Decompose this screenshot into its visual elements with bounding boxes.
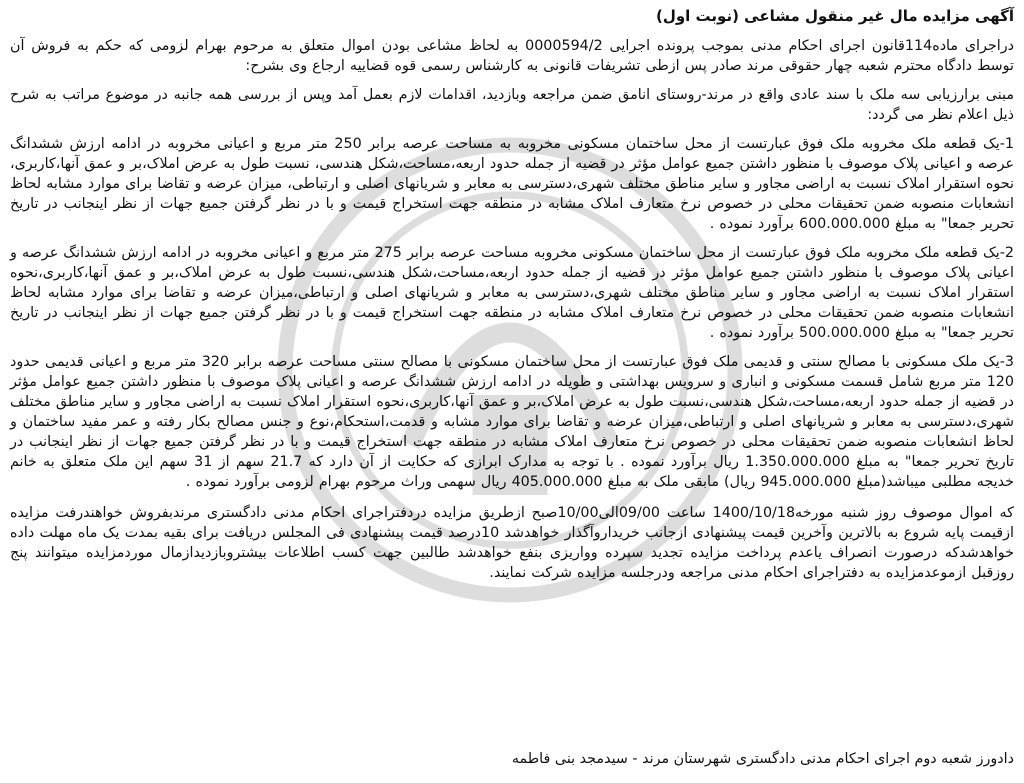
paragraph-auction-terms: که اموال موصوف روز شنبه مورخه1400/10/18 ساعت 09/00الی10/00صبح ازطریق مزایده دردفتراجرای احکام مدنی دادگستری مرندبفروش خواهندرفت مزایده ازقیمت پایه شروع به بالاترین وآخرین قیمت پیشنهادی ازجانب خریداروآگذار خواهدشد 10درصد قیمت پیشنهادی فی المجلس دریافت برای بقیه بمدت یک ماه مهلت داده خواهدشدکه درصورت انصراف یاعدم پرداخت مزایده تجدید سپرده وواریزی بنفع خواهدشد طالبین جهت کسب اطلاعات بیشتروبازدیدازمال موردمزایده میتوانند پنج روزقبل ازموعدمزایده به دفتراجرای احکام مدنی مراجعه ودرجلسه مزایده شرکت نمایند. [10, 505, 1014, 581]
paragraph-property-3: 3-یک ملک مسکونی با مصالح سنتی و قدیمی ملک فوق عبارتست از محل ساختمان مسکونی با مصالح سنتی مساحت عرصه برابر 320 متر مربع و اعیانی قدیمی حدود 120 متر مربع شامل قسمت مسکونی و انباری و سرویس بهداشتی و طویله در ادامه ارزش ششدانگ عرصه و اعیانی پلاک موصوف با منظور داشتن جمیع عوامل مؤثر در قضیه از جمله حدود اربعه،مساحت،شکل هندسی،نسبت طول به عرض املاک،بر و عمق آنها،کاربری،نحوه استقرار املاک نسبت به اراضی مجاور و سایر مناطق مختلف شهری،دسترسی به معابر و شریانهای اصلی و ارتباطی،میزان عرضه و تقاضا برای موارد مشابه و قدمت،استحکام،نوع و جنس مصالح بکار رفته و عمر مفید ساختمان و لحاظ انشعابات منصوبه ضمن تحقیقات محلی در خصوص نرخ متعارف املاک مشابه در منطقه جهت استخراج قیمت و با در نظر گرفتن جمیع جهات از نظر اینجانب در تاریخ تحریر جمعا" به مبلغ 1.350.000.000 ریال برآورد نموده . با توجه به مدارک ابرازی که حکایت از آن دارد که 21.7 سهم از 31 سهم این ملک متعلق به خانم خدیجه مطلبی میباشد(مبلغ 945.000.000 ریال) مابقی ملک به مبلغ 405.000.000 ریال سهمی وراث مرحوم بهرام لزومی برآورد نموده . [10, 354, 1014, 490]
paragraph-intro: دراجرای ماده114قانون اجرای احکام مدنی بموجب پرونده اجرایی 0000594/2 به لحاظ مشاعی بودن اموال متعلق به مرحوم بهرام لزومی که حکم به فروش آن توسط دادگاه محترم شعبه چهار حقوقی مرند صادر پس ازطی تشریفات قانونی به کارشناس رسمی قوه قضاییه ارجاع وی بشرح: [10, 38, 1014, 74]
paragraph-property-1: 1-یک قطعه ملک مخروبه ملک فوق عبارتست از محل ساختمان مسکونی مخروبه به مساحت عرصه برابر 250 متر مربع و اعیانی مخروبه در ادامه ارزش ششدانگ عرصه و اعیانی پلاک موصوف با منظور داشتن جمیع عوامل مؤثر در قضیه از جمله حدود اربعه،مساحت،شکل هندسی، نسبت طول به عرض املاک،بر و عمق آنها،کاربری، نحوه استقرار املاک نسبت به اراضی مجاور و سایر مناطق مختلف شهری،دسترسی به معابر و شریانهای اصلی و ارتباطی، میزان عرضه و تقاضا برای موارد مشابه لحاظ انشعابات منصوبه ضمن تحقیقات محلی در خصوص نرخ متعارف املاک مشابه در منطقه جهت استخراج قیمت و با در نظر گرفتن جمیع جهات از نظر اینجانب در تاریخ تحریر جمعا" به مبلغ 600.000.000 برآورد نموده . [10, 136, 1014, 232]
notice-title: آگهی مزایده مال غیر منقول مشاعی (نوبت اول) [655, 7, 1014, 25]
signature-line: دادورز شعبه دوم اجرای احکام مدنی دادگستری شهرستان مرند - سیدمجد بنی فاطمه [511, 751, 1014, 767]
paragraph-property-2: 2-یک قطعه ملک مخروبه ملک فوق عبارتست از محل ساختمان مسکونی مخروبه مساحت عرصه برابر 275 متر مربع و اعیانی مخروبه در ادامه ارزش ششدانگ عرصه و اعیانی پلاک موصوف با منظور داشتن جمیع عوامل مؤثر در قضیه از جمله حدود اربعه،مساحت،شکل هندسی،نسبت طول به عرض املاک،بر و عمق آنها،کاربری،نحوه استقرار املاک نسبت به اراضی مجاور و سایر مناطق مختلف شهری،دسترسی به معابر و شریانهای اصلی و ارتباطی،میزان عرضه و تقاضا برای موارد مشابه لحاظ انشعابات منصوبه ضمن تحقیقات محلی در خصوص نرخ متعارف املاک مشابه در منطقه جهت استخراج قیمت و با در نظر گرفتن جمیع جهات از نظر اینجانب در تاریخ تحریر جمعا" به مبلغ 500.000.000 برآورد نموده . [10, 245, 1014, 341]
paragraph-appraisal-basis: مبنی برارزیابی سه ملک با سند عادی واقع در مرند-روستای انامق ضمن مراجعه وبازدید، اقدامات لازم بعمل آمد وپس از بررسی همه جانبه در موضوع مراتب به شرح ذیل اعلام نظر می گردد: [10, 87, 1014, 123]
